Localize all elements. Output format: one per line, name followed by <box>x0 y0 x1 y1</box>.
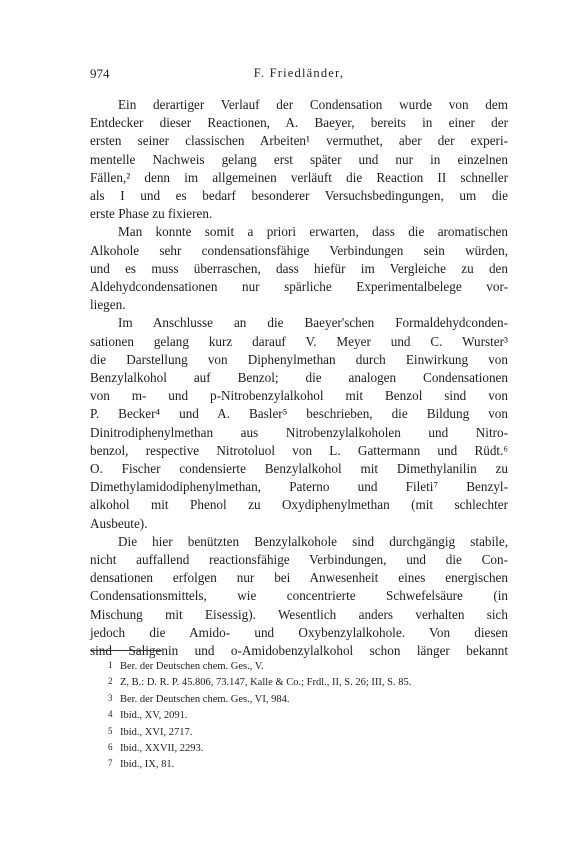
footnote <box>108 658 508 674</box>
footnote-text: Ibid., XXVII, 2293. <box>120 743 204 755</box>
footnote-number: 5 <box>108 725 113 736</box>
footnote <box>108 740 508 756</box>
text-line: Dinitrodiphenylmethan aus Nitrobenzylalkoholen und Nitro- <box>90 424 508 440</box>
text-line: Alkohole sehr condensationsfähige Verbindungen sein würden, <box>90 242 508 258</box>
footnote-text: Ber. der Deutschen chem. Ges., VI, 984. <box>120 693 290 705</box>
text-line: die Darstellung von Diphenylmethan durch Einwirkung von <box>90 351 508 367</box>
text-line: und es muss überraschen, dass hiefür im Vergleiche zu den <box>90 260 508 276</box>
text-line: benzol, respective Nitrotoluol von L. Gattermann und Rüdt.⁶ <box>90 442 508 458</box>
footnote-text: Z, B.: D. R. P. 45.806, 73.147, Kalle & Co.; Frdl., II, S. 26; III, S. 85. <box>120 677 412 689</box>
text-line: sind Saligenin und o-Amidobenzylalkohol schon länger bekannt <box>90 643 508 659</box>
footnote-number: 6 <box>108 742 113 753</box>
text-line: Im Anschlusse an die Baeyer'schen Formaldehydconden- <box>118 315 508 331</box>
page-header <box>90 66 508 86</box>
page-number: 974 <box>90 66 110 81</box>
text-line: P. Becker⁴ und A. Basler⁵ beschrieben, die Bildung von <box>90 406 508 422</box>
paragraph <box>90 223 508 314</box>
text-line: Man konnte somit a priori erwarten, dass die aromatischen <box>118 224 508 240</box>
text-line: densationen erfolgen nur bei Anwesenheit eines energischen <box>90 570 508 586</box>
footnote-text: Ber. der Deutschen chem. Ges., V. <box>120 661 264 672</box>
text-line: ersten seiner classischen Arbeiten¹ vermuthet, aber der experi- <box>90 133 508 149</box>
text-line: Entdecker dieser Reactionen, A. Baeyer, bereits in einer der <box>90 115 508 131</box>
text-line: Fällen,² denn im allgemeinen verläuft die Reaction II schneller <box>90 169 508 185</box>
footnote-number: 4 <box>108 709 113 720</box>
text-line: Dimethylamidodiphenylmethan, Paterno und Fileti⁷ Benzyl- <box>90 479 508 495</box>
footnote-number: 1 <box>108 660 113 670</box>
running-head: F. Friedländer, <box>253 66 345 80</box>
text-line: O. Fischer condensierte Benzylalkohol mit Dimethylanilin zu <box>90 461 508 477</box>
footnote-text: Ibid., XVI, 2717. <box>120 726 193 738</box>
text-line: Mischung mit Eisessig). Wesentlich anders verhalten sich <box>90 606 508 622</box>
footnote-number: 2 <box>108 676 113 687</box>
text-line: nicht auffallend reactionsfähige Verbindungen, und die Con- <box>90 552 508 568</box>
footnote <box>108 691 508 707</box>
footnote <box>108 674 508 690</box>
text-line: Benzylalkohol auf Benzol; die analogen Condensationen <box>90 370 508 386</box>
text-line: erste Phase zu fixieren. <box>90 206 213 222</box>
body-text <box>90 96 508 660</box>
text-line: alkohol mit Phenol zu Oxydiphenylmethan (mit schlechter <box>90 497 508 513</box>
footnote-number: 3 <box>108 692 113 703</box>
text-line: Aldehydcondensationen nur spärliche Experimentalbelege vor- <box>90 279 508 295</box>
paragraph <box>90 533 508 660</box>
paragraph <box>90 96 508 223</box>
text-line: mentelle Nachweis gelang erst später und nur in einzelnen <box>90 151 508 167</box>
paragraph <box>90 314 508 532</box>
text-line: jedoch die Amido- und Oxybenzylalkohole. Von diesen <box>90 624 508 640</box>
text-line: liegen. <box>90 297 126 313</box>
text-line: sationen gelang kurz darauf V. Meyer und C. Wurster³ <box>90 333 508 349</box>
footnote-text: Ibid., IX, 81. <box>120 759 175 771</box>
text-line: Ausbeute). <box>90 515 148 531</box>
text-line: als I und es bedarf besonderer Versuchsbedingungen, um die <box>90 188 508 204</box>
footnote <box>108 707 508 723</box>
footnote <box>108 724 508 740</box>
text-line: Condensationsmittels, wie concentrierte Schwefelsäure (in <box>90 588 508 604</box>
text-line: Die hier benützten Benzylalkohole sind durchgängig stabile, <box>118 533 508 549</box>
text-line: Ein derartiger Verlauf der Condensation wurde von dem <box>118 97 508 112</box>
text-line: von m- und p-Nitrobenzylalkohol mit Benzol sind von <box>90 388 508 404</box>
footnote-number: 7 <box>108 758 113 769</box>
footnotes <box>108 658 508 773</box>
footnote-separator <box>90 650 162 651</box>
footnote <box>108 756 508 772</box>
footnote-text: Ibid., XV, 2091. <box>120 710 188 722</box>
